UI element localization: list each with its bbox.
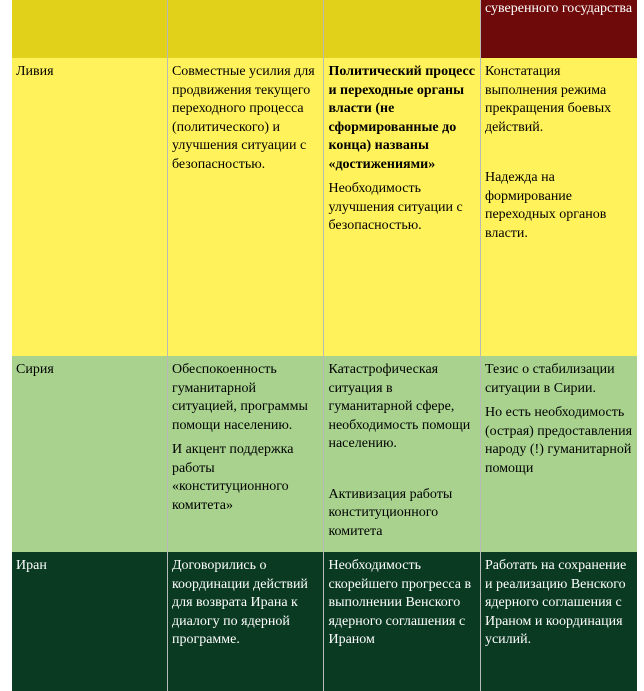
syria-col2-cell bbox=[167, 356, 324, 584]
cell-text: Договорились о координации действий для возврата Ирана к диалогу по ядерной программе. bbox=[171, 558, 308, 647]
cell-text: Совместные усилия для продвижения текущего переходного процесса (политического) и улучшения ситуации с безопасностью. bbox=[171, 64, 315, 172]
country-name: Сирия bbox=[16, 362, 54, 377]
cell-text: Констатация выполнения режима прекращения боевых действий. bbox=[484, 64, 612, 135]
iran-col2-cell bbox=[167, 552, 324, 691]
libya-col3-cell bbox=[324, 58, 481, 356]
header-cell-2 bbox=[167, 0, 324, 58]
cell-text: Катастрофическая ситуация в гуманитарной сфере, необходимость помощи населению. bbox=[328, 362, 471, 451]
table-row-libya bbox=[12, 58, 637, 356]
country-name: Иран bbox=[16, 558, 47, 573]
cell-text: Активизация работы конституционного комитета bbox=[328, 486, 453, 539]
country-cell-iran bbox=[12, 552, 167, 691]
cell-text: Работать на сохранение и реализацию Венского ядерного соглашения с Ираном и координация усилий. bbox=[484, 558, 627, 647]
cell-text: Необходимость улучшения ситуации с безопасностью. bbox=[328, 181, 463, 233]
country-cell-libya bbox=[12, 58, 167, 356]
cell-text: Надежда на формирование переходных органов власти. bbox=[484, 170, 607, 241]
libya-col2-cell bbox=[167, 58, 324, 356]
country-cell-syria bbox=[12, 356, 167, 584]
table-row-syria bbox=[12, 356, 637, 584]
comparison-table bbox=[12, 0, 637, 584]
syria-col3-cell bbox=[324, 356, 481, 584]
libya-col4-cell bbox=[480, 58, 637, 356]
table-row-iran bbox=[12, 552, 637, 691]
comparison-table-continued bbox=[12, 552, 637, 691]
header-cell-4-text: суверенного государства bbox=[484, 1, 633, 16]
cell-text-bold: Политический процесс и переходные органы власти (не сформированные до конца) названы «достижениями» bbox=[328, 64, 475, 172]
iran-col4-cell bbox=[480, 552, 637, 691]
header-cell-4 bbox=[480, 0, 637, 58]
cell-text: Тезис о стабилизации ситуации в Сирии. bbox=[484, 362, 615, 396]
cell-text: И акцент поддержка работы «конституционного комитета» bbox=[171, 442, 294, 513]
syria-col4-cell bbox=[480, 356, 637, 584]
iran-col3-cell bbox=[324, 552, 481, 691]
header-cell-3 bbox=[324, 0, 481, 58]
table-header-row bbox=[12, 0, 637, 58]
cell-text: Необходимость скорейшего прогресса в выполнении Венского ядерного соглашения с Ираном bbox=[328, 558, 472, 647]
cell-text: Обеспокоенность гуманитарной ситуацией, программы помощи населению. bbox=[171, 362, 308, 433]
cell-text: Но есть необходимость (острая) предоставления народу (!) гуманитарной помощи bbox=[484, 405, 633, 476]
country-name: Ливия bbox=[16, 64, 54, 79]
header-cell-1 bbox=[12, 0, 167, 58]
